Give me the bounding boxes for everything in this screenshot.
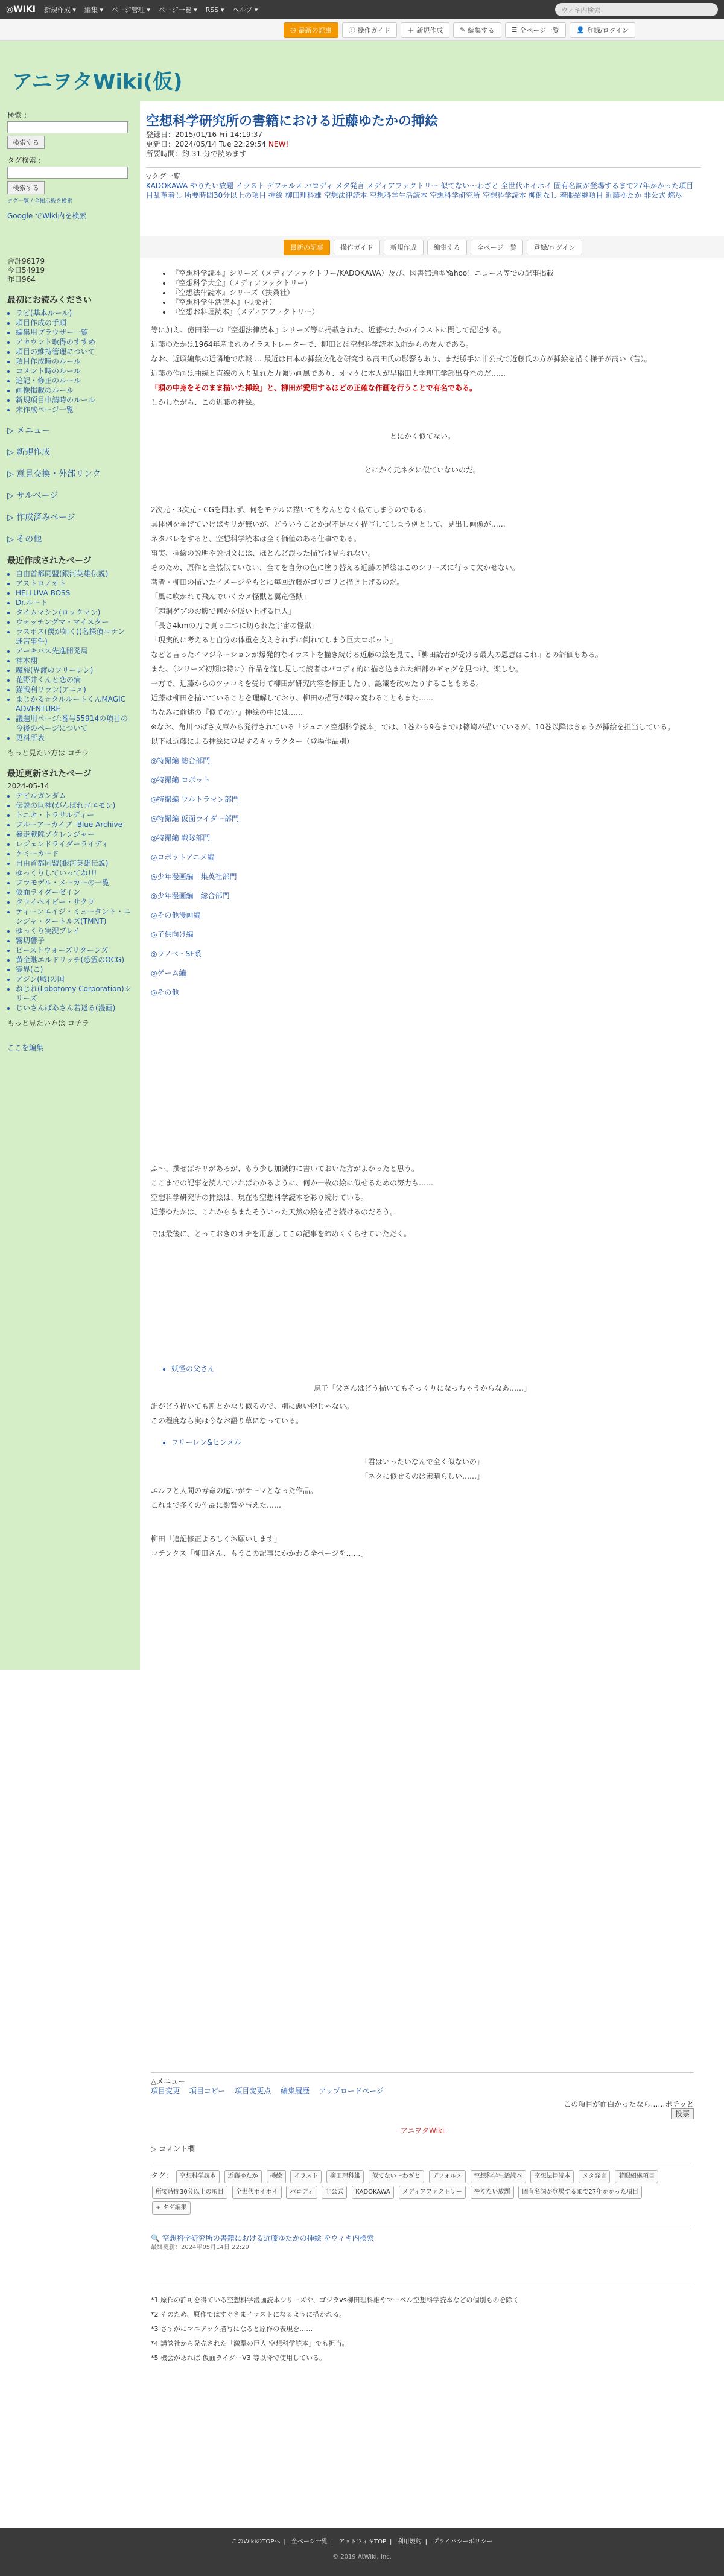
recent-item[interactable]: • アストロノオト: [16, 579, 133, 588]
para: 近藤の作画は曲線と直線の入り乱れた力強い画風であり、オマケに本人が早稲田大学理工学部出身なのだ……: [151, 369, 506, 378]
footer-tag[interactable]: 空想科学生活読本: [471, 2170, 526, 2183]
footer-tag[interactable]: やりたい放題: [471, 2186, 514, 2199]
list-icon: ☰: [511, 26, 518, 34]
tag-search-button[interactable]: 検索する: [7, 181, 45, 194]
updated-item[interactable]: • ブルーアーカイブ -Blue Archive-: [16, 820, 133, 830]
latest-button-2[interactable]: 最新の記事: [284, 240, 330, 255]
para-center: とにかく似てない。: [389, 432, 455, 440]
para: などと言ったイマジネーションが爆発的なイラストを描き続ける近藤の絵を見て、『柳田読者が受ける最大の恩恵はこれ』との評価もある。: [151, 650, 603, 659]
example-list: [151, 1438, 694, 1447]
action-link[interactable]: 項目変更: [151, 2087, 180, 2095]
para: また、（シリーズ初期は特に）作品を流し見して読者はパロディ的に描き込まれた細部のギャグを見つけ、楽しむ。: [151, 665, 522, 673]
book-item: • 『空想お料理読本』（メディアファクトリー）: [171, 307, 694, 317]
menu-edit[interactable]: 編集 ▾: [84, 6, 103, 14]
quote: 「風に吹かれて飛んでいくカメ怪獣と翼竜怪獣」: [151, 592, 311, 601]
dialogue: 「ネタに似せるのは素晴らしい……」: [360, 1472, 484, 1480]
book-item: • 『空想法律読本』シリーズ（扶桑社）: [171, 288, 694, 297]
clock-icon: ◷: [290, 26, 296, 34]
footer-tag[interactable]: 固有名詞が登場するまで27年かかった項目: [518, 2186, 642, 2199]
recent-item[interactable]: • まじかる☆タルルートくんMAGIC ADVENTURE: [16, 694, 133, 714]
footnotes: [151, 2283, 694, 2363]
footer-tag[interactable]: 似てない〜わざと: [369, 2170, 424, 2183]
outline-item[interactable]: ◎少年漫画編 集英社部門: [151, 872, 237, 881]
recent-heading: 最近作成されたページ: [7, 556, 92, 566]
wiki-search-input[interactable]: ウィキ内検索: [555, 3, 718, 16]
para: コテンクス「柳田さん、もうこの記事にかかわる全ページを……」: [151, 1549, 368, 1558]
sec-salvage[interactable]: ▷ サルベージ: [7, 491, 59, 501]
tag-label: タグ：: [151, 2171, 173, 2180]
tag-search-input[interactable]: [7, 167, 128, 179]
updated-item[interactable]: • 暴走戦隊ゾクレンジャー: [16, 830, 133, 839]
recent-item[interactable]: • タイムマシン(ロックマン): [16, 608, 133, 617]
footer-link[interactable]: このWikiのTOPへ: [231, 2539, 281, 2545]
para: そのため、原作と全然似ていない、全てを自分の色に塗り替える近藤の挿絵はこのシリーズに行って欠かせない。: [151, 563, 519, 572]
para: ネタバレをすると、空想科学読本は全く価値のある仕事である。: [151, 535, 361, 543]
recent-item[interactable]: • 神木翔: [16, 656, 133, 665]
footer-tag[interactable]: デフォルメ: [429, 2170, 466, 2183]
intro-item[interactable]: • 項目作成の手順: [16, 318, 133, 328]
google-search-link[interactable]: Google でWiki内を検索: [7, 212, 87, 220]
search-icon: 🔍: [151, 2234, 160, 2242]
intro-item[interactable]: • 追記・修正のルール: [16, 376, 133, 385]
info-icon: ⓘ: [348, 26, 355, 34]
footnote: *5 機会があれば 仮面ライダーV3 等以降で使用している。: [151, 2354, 326, 2362]
para: ふ～、撰ぜばキリがあるが、もう少し加減的に書いておいた方がよかったと思う。: [151, 1164, 419, 1173]
intro-item[interactable]: • 項目の維持管理について: [16, 347, 133, 357]
book-item: • 『空想科学大全』（メディアファクトリー）: [171, 278, 694, 288]
outline-item[interactable]: ◎ラノベ・SF系: [151, 950, 202, 958]
edit-button[interactable]: ✎ 編集する: [453, 22, 501, 38]
search-label: 検索 :: [7, 111, 27, 119]
updated-date-line: 更新日：2024/05/14 Tue 22:29:54 NEW!: [146, 140, 289, 148]
menu-new[interactable]: 新規作成 ▾: [43, 6, 76, 14]
footer-tag[interactable]: パロディ: [286, 2186, 317, 2199]
intro-item[interactable]: • 画像掲載のルール: [16, 385, 133, 395]
para: 近藤ゆたかは、これからもまたそういった天然の絵を描き続けるのだろう。: [151, 1208, 398, 1216]
para: 等に加え、億田栄一の『空想法律読本』シリーズ等に掲載された、近藤ゆたかのイラストに関して記述する。: [151, 326, 506, 334]
new-button-2[interactable]: 新規作成: [384, 240, 424, 255]
para: 事実、挿絵の説明や説明文には、ほとんど誤った描写は見られない。: [151, 549, 376, 557]
top-bar: [0, 0, 724, 19]
outline-item[interactable]: ◎ゲーム編: [151, 969, 186, 977]
intro-list: [7, 308, 133, 414]
para-center: とにかく元ネタに似ていないのだ。: [364, 466, 480, 474]
menu-rss[interactable]: RSS ▾: [205, 5, 224, 14]
updated-item[interactable]: • ゆっくり実況プレイ: [16, 926, 133, 936]
para-highlight: 「頭の中身をそのまま描いた挿絵」と、柳田が愛用するほどの正確な作画を行うことで有名である。: [151, 384, 477, 392]
para: 2次元・3次元・CGを問わず、何をモデルに描いてもなんとなく似てしまうのである。: [151, 506, 431, 514]
para: ここまでの記事を読んでいればわかるように、何か一枚の絵に似せるための努力も……: [151, 1179, 434, 1187]
intro-heading: 最初にお読みください: [7, 296, 92, 305]
updated-item[interactable]: • じいさんばあさん若返る(漫画): [16, 1003, 133, 1013]
quote: 「長さ4kmの刀で真っ二つに切られた宇宙の怪獣」: [151, 621, 319, 630]
dialogue: 「君はいったいなんで全く似ないの」: [360, 1458, 484, 1466]
footer-tag[interactable]: 近藤ゆたか: [224, 2170, 262, 2183]
footer-tag[interactable]: メタ発言: [579, 2170, 610, 2183]
outline-item[interactable]: ◎特撮編 戦隊部門: [151, 834, 211, 842]
menu-page-manage[interactable]: ページ管理 ▾: [112, 6, 150, 14]
updated-item[interactable]: • クライペイビー・サクラ: [16, 897, 133, 907]
menu-page-list[interactable]: ページ一覧 ▾: [158, 6, 197, 14]
all-pages-button-2[interactable]: 全ページ一覧: [471, 240, 524, 255]
footer-tag[interactable]: 空想法律読本: [530, 2170, 574, 2183]
menu-heading: △メニュー: [151, 2072, 694, 2086]
pencil-icon: ✎: [460, 26, 466, 34]
new-button[interactable]: ＋ 新規作成: [401, 22, 449, 38]
para: 以下は近藤による挿絵に登場するキャラクター（登場作品別）: [151, 737, 354, 746]
sec-menu[interactable]: ▷ メニュー: [7, 426, 51, 436]
recent-item[interactable]: • 花野井くんと恋の病: [16, 675, 133, 685]
recent-item[interactable]: • HELLUVA BOSS: [16, 588, 133, 598]
footer-link[interactable]: 全ページ一覧: [291, 2539, 328, 2545]
count-total: 合計96179: [7, 257, 45, 265]
intro-item[interactable]: • アカウント取得のすすめ: [16, 337, 133, 347]
article-footer: [151, 2072, 694, 2368]
sec-links[interactable]: ▷ 意見交換・外部リンク: [7, 469, 101, 479]
updated-item[interactable]: • トニオ・トラサルディー: [16, 810, 133, 820]
recent-item[interactable]: • Dr.ルート: [16, 598, 133, 608]
tag-search-label: タグ検索 :: [7, 156, 41, 165]
count-yesterday: 昨日964: [7, 275, 36, 284]
example-list: [151, 1364, 694, 1374]
footer-tag[interactable]: 全世代ホイホイ: [232, 2186, 282, 2199]
new-badge: NEW!: [268, 140, 289, 148]
sidebar: [0, 101, 140, 1670]
tag-links[interactable]: KADOKAWA やりたい放題 イラスト デフォルメ パロディ メタ発言 メディアファクトリー 似てない～わざと 全世代ホイホイ 固有名詞が登場するまで27年かかった項目 目乱革着し 所要時間30分以上の項目 挿絵 柳田理科雄 空想法律読本 空想科学生活読本 空想科学研究所 空想科学読本 柳倒なし 着眼紹継項目 近藤ゆたか 非公式 燃尽: [146, 182, 694, 200]
recent-item[interactable]: • アーキバス先進開発局: [16, 646, 133, 656]
updated-item[interactable]: • 伝説の巨神(がんばれゴエモン): [16, 801, 133, 810]
footer-link[interactable]: 利用規約: [397, 2539, 422, 2545]
example-item: • フリーレン&ヒンメル: [171, 1438, 694, 1447]
recent-item[interactable]: • ウォッチングマ・マイスター: [16, 617, 133, 627]
article-header: [146, 107, 724, 200]
site-title[interactable]: アニヲタWiki(仮): [12, 70, 183, 94]
para: 具体例を挙げていけばキリが無いが、どういうことか過不足なく描写してしまう例として、見出し画像が……: [151, 520, 506, 528]
updated-item[interactable]: • ゆっくりしていってね!!!: [16, 868, 133, 878]
footer-tag[interactable]: 挿絵: [267, 2170, 286, 2183]
side-search-input[interactable]: [7, 121, 128, 133]
footer-link[interactable]: プライバシーポリシー: [433, 2539, 493, 2545]
para: 空想科学研究所の挿絵は、現在も空想科学読本を彩り続けている。: [151, 1193, 369, 1202]
updated-item[interactable]: • デビルガンダム: [16, 791, 133, 801]
footer-tag[interactable]: 着眼紹継項目: [615, 2170, 658, 2183]
vote-button[interactable]: 投票: [671, 2108, 694, 2119]
para: ちなみに前述の『似てない』挿絵の中には……: [151, 708, 303, 717]
para: 誰がどう描いても割とかなり似るので、別に悪い物じゃない。: [151, 1402, 354, 1410]
login-button-2[interactable]: 登録/ログイン: [527, 240, 582, 255]
updated-item[interactable]: • ティーンエイジ・ミュータント・ニンジャ・タートルズ(TMNT): [16, 907, 133, 926]
dialogue: 息子「父さんはどう描いてもそっくりになっちゃうからなあ……」: [313, 1384, 531, 1392]
page-footer: [0, 2528, 724, 2576]
footer-tag[interactable]: KADOKAWA: [352, 2186, 394, 2199]
wiki-tagline: -アニヲタWiki-: [398, 2127, 447, 2135]
outline-item[interactable]: ◎その他: [151, 988, 179, 997]
footer-tag[interactable]: 空想科学読本: [176, 2170, 220, 2183]
updated-item[interactable]: • ブラモデル・メーカーの一覧: [16, 878, 133, 887]
action-link[interactable]: アップロードページ: [319, 2087, 384, 2095]
updated-date: 2024-05-14: [7, 782, 49, 790]
page-title: 空想科学研究所の書籍における近藤ゆたかの挿絵: [146, 114, 439, 129]
comment-toggle[interactable]: ▷ コメント欄: [151, 2145, 195, 2153]
sec-other[interactable]: ▷ その他: [7, 535, 42, 544]
latest-button[interactable]: ◷ 最新の記事: [284, 22, 338, 38]
footer-link[interactable]: アットウィキTOP: [338, 2539, 387, 2545]
side-search-button[interactable]: 検索する: [7, 136, 45, 149]
para: では最後に、とっておきのオチを用意してこの記事を締めくくらせていただく。: [151, 1229, 411, 1238]
updated-list: [7, 791, 133, 1013]
created-date: 登録日：2015/01/16 Fri 14:19:37: [146, 130, 262, 139]
footnote: *2 そのため、原作ではすぐさまイラストになるように描かれる。: [151, 2311, 346, 2318]
more-updated-link[interactable]: もっと見たい方は コチラ: [7, 1019, 89, 1027]
copyright: © 2019 AtWiki, Inc.: [332, 2554, 392, 2560]
quote: 「超鋼ゲブのお腹で何かを吸い上げる巨人」: [151, 607, 296, 615]
updated-item[interactable]: • ねじれ(Lobotomy Corporation)シリーズ: [16, 984, 133, 1003]
recent-item[interactable]: • 更料所表: [16, 733, 133, 743]
toolbar: [0, 19, 724, 41]
wiki-search-link[interactable]: 🔍 空想科学研究所の書籍における近藤ゆたかの挿絵 をウィキ内検索: [151, 2227, 694, 2243]
action-link[interactable]: 項目変更点: [235, 2087, 272, 2095]
count-today: 今日54919: [7, 266, 45, 274]
edit-sidebar-link[interactable]: ここを編集: [7, 1044, 44, 1052]
vote-area: [151, 2099, 694, 2119]
para: これまで多くの作品に影響を与えた……: [151, 1501, 282, 1509]
para: ※なお、角川つばさ文庫から発行されている「ジュニア空想科学読本」では、1巻から9巻までは篠崎が描いているが、10巻以降はきゅうが挿絵を担当している。: [151, 723, 675, 731]
para: この程度なら実は今なお語り草になっている。: [151, 1416, 303, 1425]
recent-item[interactable]: • 自由首都同盟(銀河英雄伝説): [16, 569, 133, 579]
login-button[interactable]: 👤 登録/ログイン: [570, 22, 635, 38]
outline-item[interactable]: ◎特撮編 ウルトラマン部門: [151, 795, 239, 804]
updated-item[interactable]: • アジン(戦)の国: [16, 974, 133, 984]
action-links: [151, 2086, 694, 2096]
outline-item[interactable]: ◎特撮編 総合部門: [151, 757, 211, 765]
intro-item[interactable]: • ラビ(基本ルール): [16, 308, 133, 318]
footnote: *1 原作の許可を得ている空想科学漫画読本シリーズや、ゴジラvs柳田理科雄やマーベル空想科学読本などの個別ものを除く: [151, 2296, 519, 2304]
footer-tag[interactable]: メディアファクトリー: [399, 2186, 466, 2199]
footer-links: このWikiのTOPへ | 全ページ一覧 | アットウィキTOP | 利用規約 | プライバシーポリシー: [231, 2539, 493, 2545]
footnote: *4 講談社から発売された「激撃の巨人 空想科学読本」でも担当。: [151, 2340, 349, 2347]
sec-new[interactable]: ▷ 新規作成: [7, 448, 51, 457]
last-updated: 最終更新：2024年05月14日 22:29: [151, 2244, 249, 2251]
updated-item[interactable]: • 黄金継エルドリッチ(恐霊のOCG): [16, 955, 133, 965]
guide-button-2[interactable]: 操作ガイド: [334, 240, 380, 255]
intro-item[interactable]: • 編集用ブラウザー一覧: [16, 328, 133, 337]
read-time: 所要時間：約 31 分で読めます: [146, 150, 247, 158]
updated-heading: 最近更新されたページ: [7, 769, 92, 779]
intro-item[interactable]: • 新規項目申請時のルール: [16, 395, 133, 405]
tag-heading: ▽タグ一覧: [146, 172, 181, 180]
example-item: • 妖怪の父さん: [171, 1364, 694, 1374]
plus-icon: ＋: [407, 26, 414, 34]
footer-tag[interactable]: 柳田理科雄: [326, 2170, 364, 2183]
para: 近藤は柳田を描いていることを理解しており、柳田の描写が時々変わることもまた……: [151, 694, 434, 702]
updated-item[interactable]: • ビーストウォーズリターンズ: [16, 945, 133, 955]
intro-item[interactable]: • 項目作成時のルール: [16, 357, 133, 366]
updated-item[interactable]: • 仮面ライダーゼイン: [16, 887, 133, 897]
book-item: • 『空想科学生活読本』（扶桑社）: [171, 297, 694, 307]
outline-item[interactable]: ◎少年漫画編 総合部門: [151, 892, 230, 900]
more-recent-link[interactable]: もっと見たい方は コチラ: [7, 749, 89, 757]
edit-button-2[interactable]: 編集する: [427, 240, 467, 255]
guide-button[interactable]: ⓘ 操作ガイド: [342, 22, 398, 38]
para: 一方で、近藤からのツッコミを受けて柳田が研究内容を修正したり、認識を改めたりすることもある。: [151, 679, 484, 688]
article-body: [151, 268, 694, 1563]
updated-item[interactable]: • レジェンドライダーライディ: [16, 839, 133, 849]
book-item: • 『空想科学読本』シリーズ（メディアファクトリー/KADOKAWA）及び、図書館通型Yahoo！ニュース等での記事掲載: [171, 268, 694, 278]
intro-item[interactable]: • コメント時のルール: [16, 366, 133, 376]
atwiki-logo[interactable]: ◎WIKI: [6, 5, 36, 14]
recent-item[interactable]: • ラスボス(僕が如く)(名探偵コナン 迷宮事件): [16, 627, 133, 646]
outline-item[interactable]: ◎子供向け編: [151, 930, 194, 939]
recent-list: [7, 569, 133, 743]
site-header: [0, 41, 724, 101]
menu-help[interactable]: ヘルプ ▾: [232, 6, 258, 14]
para: 近藤ゆたかは1964年産まれのイラストレーターで、柳田とは空想科学読本以前からの友人である。: [151, 340, 473, 349]
quote: 「現実的に考えると自分の体重を支えきれずに倒れてしまう巨大ロボット」: [151, 636, 398, 644]
book-list: [151, 268, 694, 317]
para: 著者・柳田の描いたイメージをもとに毎回近藤がゴリゴリと描き上げるのだ。: [151, 578, 404, 586]
tag-edit-button[interactable]: + タグ編集: [152, 2201, 191, 2215]
updated-item[interactable]: • 霊界(こ): [16, 965, 133, 974]
para: エルフと人間の寿命の違いがテーマとなった作品。: [151, 1486, 318, 1495]
vote-question: この項目が面白かったなら……ポチッと: [564, 2100, 694, 2108]
footer-tag[interactable]: イラスト: [290, 2170, 322, 2183]
sec-created[interactable]: ▷ 作成済みページ: [7, 513, 75, 522]
recent-item[interactable]: • 議題用ページ:番号55914の項目の今後のページについて: [16, 714, 133, 733]
action-link[interactable]: 項目コピー: [189, 2087, 226, 2095]
recent-item[interactable]: • 魔族(界渡のフリーレン): [16, 665, 133, 675]
intro-item[interactable]: • 未作成ページ一覧: [16, 405, 133, 414]
updated-item[interactable]: • 自由首都同盟(銀河英雄伝説): [16, 858, 133, 868]
recent-item[interactable]: • 猫戦利リラン(アニメ): [16, 685, 133, 694]
para: しかしながら、この近藤の挿絵。: [151, 398, 260, 407]
outline-item[interactable]: ◎ロボットアニメ編: [151, 853, 215, 861]
updated-item[interactable]: • ケミーカード: [16, 849, 133, 858]
para: なお、近頃編集の近隣地で広報 … 最近は日本の挿絵文化を研究する高田氏の影響もあり、まだ勝手に非公式で近藤氏の方が挿絵を描く様子が高い（苦）。: [151, 355, 652, 363]
action-link[interactable]: 編集履歴: [281, 2087, 310, 2095]
footer-tag[interactable]: 非公式: [322, 2186, 347, 2199]
para: 柳田「追記修正よろしくお願いします」: [151, 1535, 282, 1543]
tag-list-link[interactable]: タグ一覧 / 全掲示板を検索: [7, 198, 72, 205]
updated-item[interactable]: • 霧切響子: [16, 936, 133, 945]
outline-item[interactable]: ◎その他漫画編: [151, 911, 201, 919]
footnote: *3 さすがにマニアック描写になると原作の表現を……: [151, 2325, 313, 2333]
outline-item[interactable]: ◎特撮編 仮面ライダー部門: [151, 814, 239, 823]
user-icon: 👤: [576, 26, 585, 34]
footer-tag-box: [151, 2165, 694, 2216]
tag-box: [146, 167, 701, 200]
all-pages-button[interactable]: ☰ 全ページ一覧: [505, 22, 567, 38]
footer-tag[interactable]: 所要時間30分以上の項目: [152, 2186, 227, 2199]
outline-item[interactable]: ◎特撮編 ロボット: [151, 776, 211, 784]
